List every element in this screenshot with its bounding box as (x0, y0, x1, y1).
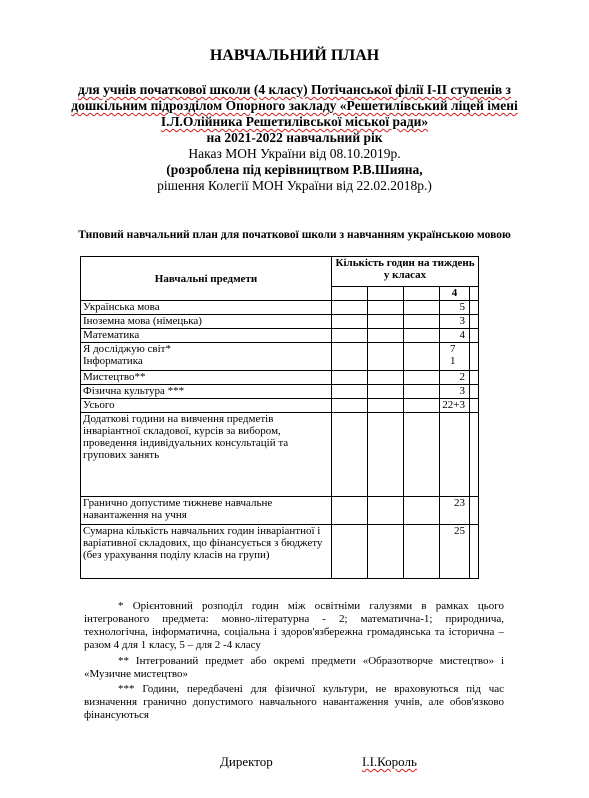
table-row (81, 525, 479, 579)
hours-cell: 23 (440, 497, 470, 525)
table-row (81, 343, 479, 371)
table-header-row (81, 257, 479, 287)
footnote-2: ** Інтегрований предмет або окремі предмети «Образотворче мистецтво» і «Музичне мистецтво» (84, 655, 504, 680)
header-line-2: дошкільним підрозділом Опорного закладу «Решетилівський ліцей імені (71, 98, 518, 113)
subject-cell: Українська мова (81, 301, 332, 315)
header-line-1: для учнів початкової школи (4 класу) Потічанської філії І-ІІ ступенів з (78, 82, 511, 97)
hours-cell: 25 (440, 525, 470, 579)
hours-cell: 3 (440, 385, 470, 399)
subject-cell: Додаткові години на вивчення предметів інваріантної складової, курсів за вибором, проведення індивідуальних консультацій та групових занять (81, 413, 332, 497)
subject-cell: Математика (81, 329, 332, 343)
table-row (81, 497, 479, 525)
subject-cell: Усього (81, 399, 332, 413)
subject-cell: Мистецтво** (81, 371, 332, 385)
hours-cell: 5 (440, 301, 470, 315)
header-line-3: І.Л.Олійника Решетилівської міської ради» (160, 114, 429, 129)
subject-line: Я досліджую світ* (83, 343, 171, 355)
subject-cell: Гранично допустиме тижневе навчальне навантаження на учня (81, 497, 332, 525)
table-row (81, 329, 479, 343)
hours-line: 1 (450, 355, 456, 367)
header-line-4: на 2021-2022 навчальний рік (206, 130, 383, 145)
header-line-5: Наказ МОН України від 08.10.2019р. (188, 146, 401, 161)
subject-cell: Сумарна кількість навчальних годин інваріантної і варіативної складових, що фінансується з бюджету (без урахування поділу класів на групи) (81, 525, 332, 579)
subject-cell (81, 343, 332, 371)
header-grade: 4 (440, 287, 470, 301)
signature-role: Директор (220, 754, 273, 769)
plan-subtitle: Типовий навчальний план для початкової школи з навчанням українською мовою (78, 229, 511, 241)
table-row (81, 371, 479, 385)
footnote-3: *** Години, передбачені для фізичної культури, не враховуються під час визначення гранично допустимого навчального навантаження учнів, але обов'язково фінансуються (84, 683, 504, 721)
subject-line: Інформатика (83, 355, 143, 367)
hours-cell (440, 343, 470, 371)
header-line-7: рішення Колегії МОН України від 22.02.2018р.) (157, 178, 432, 193)
hours-cell: 3 (440, 315, 470, 329)
hours-cell: 2 (440, 371, 470, 385)
header-subjects: Навчальні предмети (81, 257, 332, 301)
table-row (81, 385, 479, 399)
signature-name: І.І.Король (362, 754, 417, 769)
curriculum-table (80, 256, 479, 579)
table-row (81, 301, 479, 315)
footnote-1: * Орієнтовний розподіл годин між освітніми галузями в рамках цього інтегрованого предмета: мовно-літературна - 2; математична-1; природнича, технологічна, інформатична, соціальна і здоров'язбережна громадянська та історична – разом 4 для 1 класу, 5 – для 2 -4 класу (84, 600, 504, 651)
hours-cell: 4 (440, 329, 470, 343)
table-row (81, 413, 479, 497)
page-title: НАВЧАЛЬНИЙ ПЛАН (209, 47, 380, 64)
table-row (81, 399, 479, 413)
hours-cell: 22+3 (440, 399, 470, 413)
hours-cell (440, 413, 470, 497)
subject-cell: Фізична культура *** (81, 385, 332, 399)
table-row (81, 315, 479, 329)
subject-cell: Іноземна мова (німецька) (81, 315, 332, 329)
header-line-6: (розроблена під керівництвом Р.В.Шияна, (166, 162, 423, 177)
hours-line: 7 (450, 343, 456, 355)
header-hours: Кількість годин на тиждень у класах (332, 257, 479, 287)
